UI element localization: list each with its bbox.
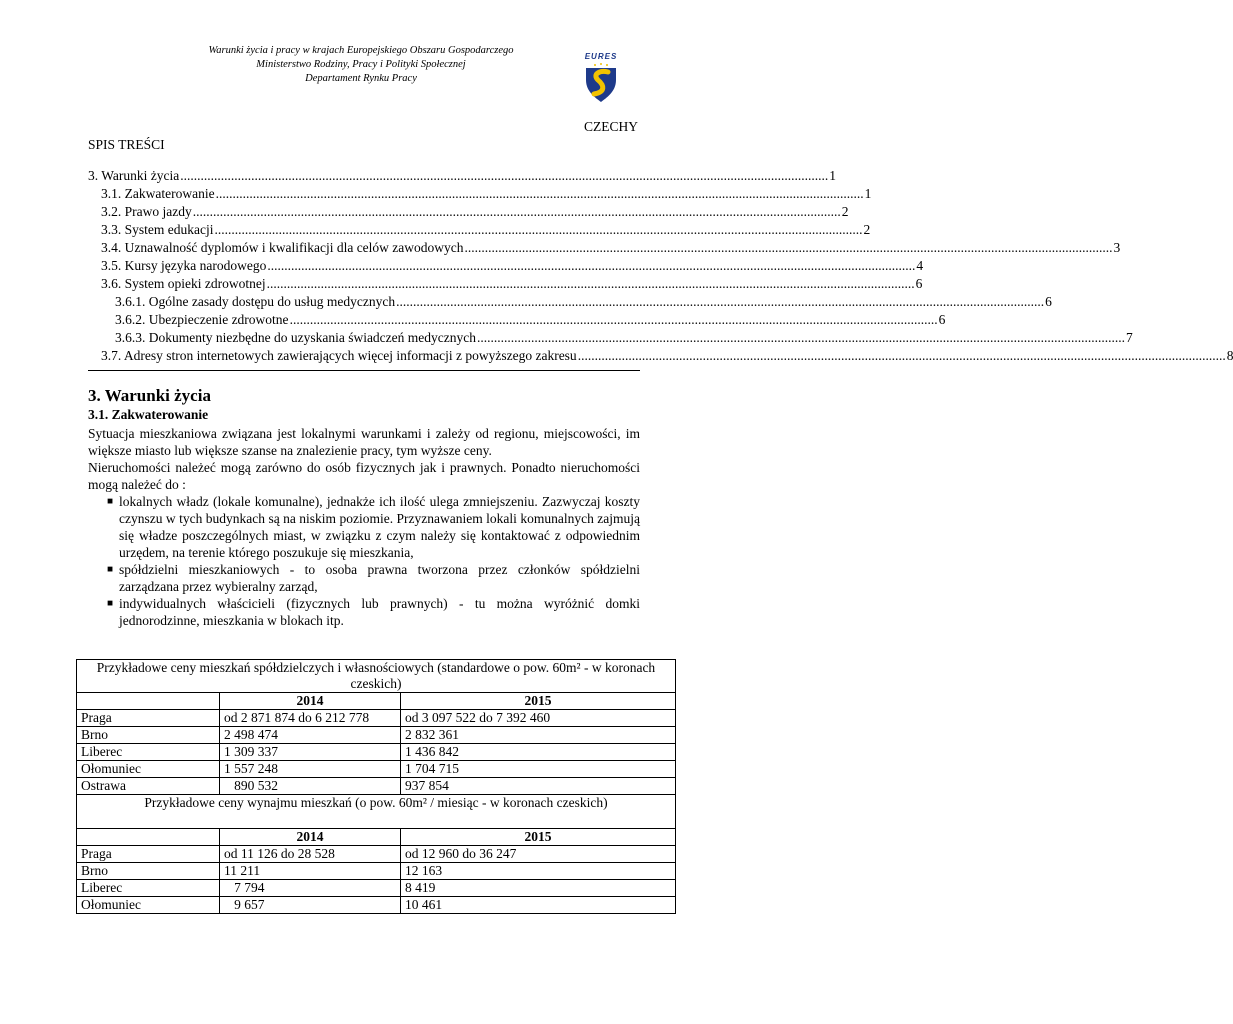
table-header-row — [77, 829, 676, 846]
paragraph: Sytuacja mieszkaniowa związana jest lokalnymi warunkami i zależy od regionu, miejscowości, im większe miasto lub większe szanse na znalezienie pracy, tym wyższe ceny. — [88, 426, 640, 458]
table-row: Ołomuniec 1 557 248 1 704 715 — [77, 761, 676, 778]
header-line-2: Ministerstwo Rodziny, Pracy i Polityki Społecznej — [256, 59, 466, 70]
price-table — [76, 659, 676, 914]
table-row: Brno 11 211 12 163 — [77, 863, 676, 880]
toc-entry[interactable]: 3.6.2. Ubezpieczenie zdrowotne ................................................................................................................................................................................................ 6 — [115, 312, 946, 327]
toc-entry[interactable]: 3.7. Adresy stron internetowych zawierających więcej informacji z powyższego zakresu ................................................................................................................................................................................................ 8 — [101, 348, 1233, 363]
table-row: Ostrawa 890 532 937 854 — [77, 778, 676, 795]
table-header-row — [77, 693, 676, 710]
header-line-1: Warunki życia i pracy w krajach Europejskiego Obszaru Gospodarczego — [208, 45, 514, 56]
eures-logo-text: EURES — [584, 52, 618, 61]
table-row: Praga od 2 871 874 do 6 212 778 od 3 097 522 do 7 392 460 — [77, 710, 676, 727]
toc-entry[interactable]: 3. Warunki życia ................................................................................................................................................................................................ 1 — [88, 168, 837, 183]
table-row: Brno 2 498 474 2 832 361 — [77, 727, 676, 744]
toc-entry[interactable]: 3.5. Kursy języka narodowego ................................................................................................................................................................................................ 4 — [101, 258, 924, 273]
year-header: 2015 — [401, 693, 676, 710]
eures-logo — [578, 50, 624, 104]
toc-entry[interactable]: 3.6.3. Dokumenty niezbędne do uzyskania świadczeń medycznych ................................................................................................................................................................................................ 7 — [115, 330, 1133, 345]
toc-entry[interactable]: 3.3. System edukacji ................................................................................................................................................................................................ 2 — [101, 222, 871, 237]
toc-title: SPIS TREŚCI — [88, 137, 165, 152]
table-caption-row — [77, 795, 676, 829]
square-bullet-icon: ■ — [107, 496, 114, 507]
table-caption: Przykładowe ceny wynajmu mieszkań (o pow. 60m² / miesiąc - w koronach czeskich) — [77, 795, 676, 829]
subsection-heading: 3.1. Zakwaterowanie — [88, 407, 209, 422]
section-divider — [88, 370, 640, 371]
bullet-list — [88, 493, 640, 629]
table-row: Praga od 11 126 do 28 528 od 12 960 do 36 247 — [77, 846, 676, 863]
list-item: ■ lokalnych władz (lokale komunalne), jednakże ich ilość ulega zmniejszeniu. Zazwyczaj koszty czynszu w tych budynkach są na niskim poziomie. Przyznawaniem lokali komunalnych zajmują się władze poszczególnych miast, w związku z czym należy się kontaktować z odpowiednim urzędem, na terenie którego poszukuje się mieszkania, — [107, 494, 640, 560]
document-header — [150, 44, 572, 86]
table-row: Liberec 7 794 8 419 — [77, 880, 676, 897]
table-row: Liberec 1 309 337 1 436 842 — [77, 744, 676, 761]
country-label: CZECHY — [584, 119, 638, 134]
paragraph: Nieruchomości należeć mogą zarówno do osób fizycznych jak i prawnych. Ponadto nieruchomości mogą należeć do : — [88, 460, 640, 492]
year-header: 2015 — [401, 829, 676, 846]
year-header: 2014 — [220, 693, 401, 710]
square-bullet-icon: ■ — [107, 564, 114, 575]
section-body — [88, 425, 640, 629]
year-header: 2014 — [220, 829, 401, 846]
list-item: ■ spółdzielni mieszkaniowych - to osoba prawna tworzona przez członków spółdzielni zarządzana przez wybieralny zarząd, — [107, 562, 640, 594]
table-caption: Przykładowe ceny mieszkań spółdzielczych i własnościowych (standardowe o pow. 60m² - w koronach czeskich) — [77, 660, 676, 693]
list-item: ■ indywidualnych właścicieli (fizycznych lub prawnych) - tu można wyróżnić domki jednorodzinne, mieszkania w blokach itp. — [107, 596, 640, 628]
section-heading: 3. Warunki życia — [88, 386, 211, 405]
header-line-3: Departament Rynku Pracy — [305, 73, 417, 84]
toc-entry[interactable]: 3.6. System opieki zdrowotnej ................................................................................................................................................................................................ 6 — [101, 276, 923, 291]
toc-entry[interactable]: 3.6.1. Ogólne zasady dostępu do usług medycznych ................................................................................................................................................................................................ 6 — [115, 294, 1052, 309]
toc-entry[interactable]: 3.1. Zakwaterowanie ................................................................................................................................................................................................ 1 — [101, 186, 872, 201]
toc-entry[interactable]: 3.2. Prawo jazdy ................................................................................................................................................................................................ 2 — [101, 204, 849, 219]
square-bullet-icon: ■ — [107, 598, 114, 609]
table-of-contents — [88, 167, 1233, 365]
table-caption-row — [77, 660, 676, 693]
table-row: Ołomuniec 9 657 10 461 — [77, 897, 676, 914]
toc-entry[interactable]: 3.4. Uznawalność dyplomów i kwalifikacji dla celów zawodowych ................................................................................................................................................................................................ 3 — [101, 240, 1121, 255]
